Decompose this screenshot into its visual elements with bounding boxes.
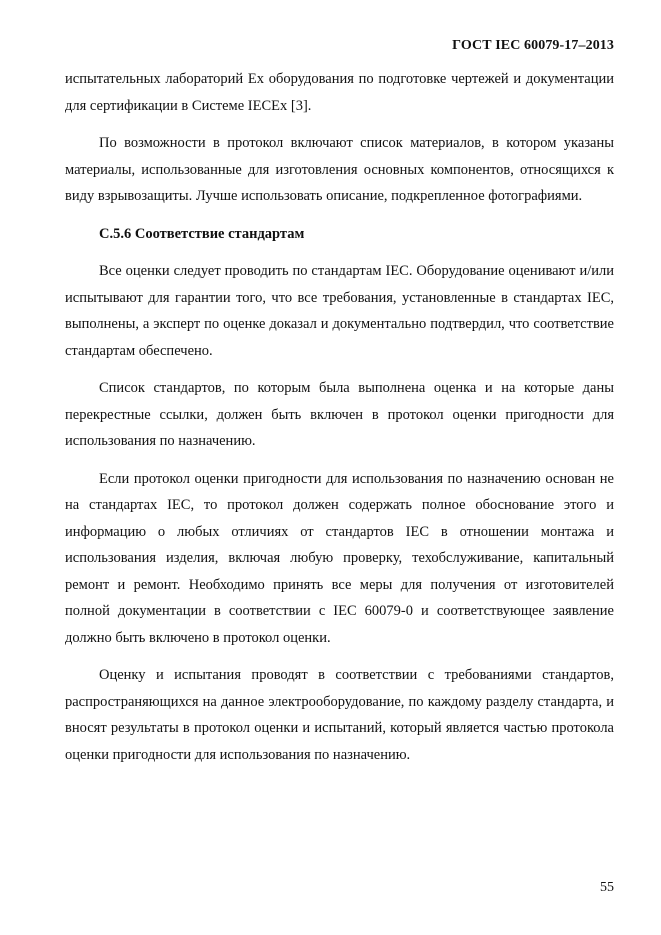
paragraph-continuation: испытательных лабораторий Ex оборудования по подготовке чертежей и документации для сертификации в Системе IECEx [3]. [65,71,614,114]
document-header: ГОСТ IEC 60079-17–2013 [452,38,614,53]
section-heading: С.5.6 Соответствие стандартам [99,225,305,242]
page-number: 55 [600,880,614,895]
paragraph-materials-list: По возможности в протокол включают список материалов, в котором указаны материалы, использованные для изготовления основных компонентов, относящихся к виду взрывозащиты. Лучше использовать описание, подкрепленное фотографиями. [65,135,614,204]
paragraph-non-iec-basis: Если протокол оценки пригодности для использования по назначению основан не на стандартах IEC, то протокол должен содержать полное обоснование этого и информацию о любых отличиях от стандартов IEC в отношении монтажа и использования изделия, включая любую проверку, техобслуживание, капитальный ремонт и ремонт. Необходимо принять все меры для получения от изготовителей полной документации в соответствии с IEC 60079-0 и соответствующее заявление должно быть включено в протокол оценки. [65,470,614,646]
paragraph-assessment-testing: Оценку и испытания проводят в соответствии с требованиями стандартов, распространяющихся на данное электрооборудование, по каждому разделу стандарта, и вносят результаты в протокол оценки и испытаний, который является частью протокола оценки пригодности для использования по назначению. [65,667,614,763]
paragraph-standards-list: Список стандартов, по которым была выполнена оценка и на которые даны перекрестные ссылки, должен быть включен в протокол оценки пригодности для использования по назначению. [65,380,614,449]
page-body [65,66,614,768]
paragraph-iec-assessment: Все оценки следует проводить по стандартам IEC. Оборудование оценивают и/или испытывают для гарантии того, что все требования, установленные в стандартах IEC, выполнены, а эксперт по оценке доказал и документально подтвердил, что соответствие стандартам обеспечено. [65,263,614,359]
